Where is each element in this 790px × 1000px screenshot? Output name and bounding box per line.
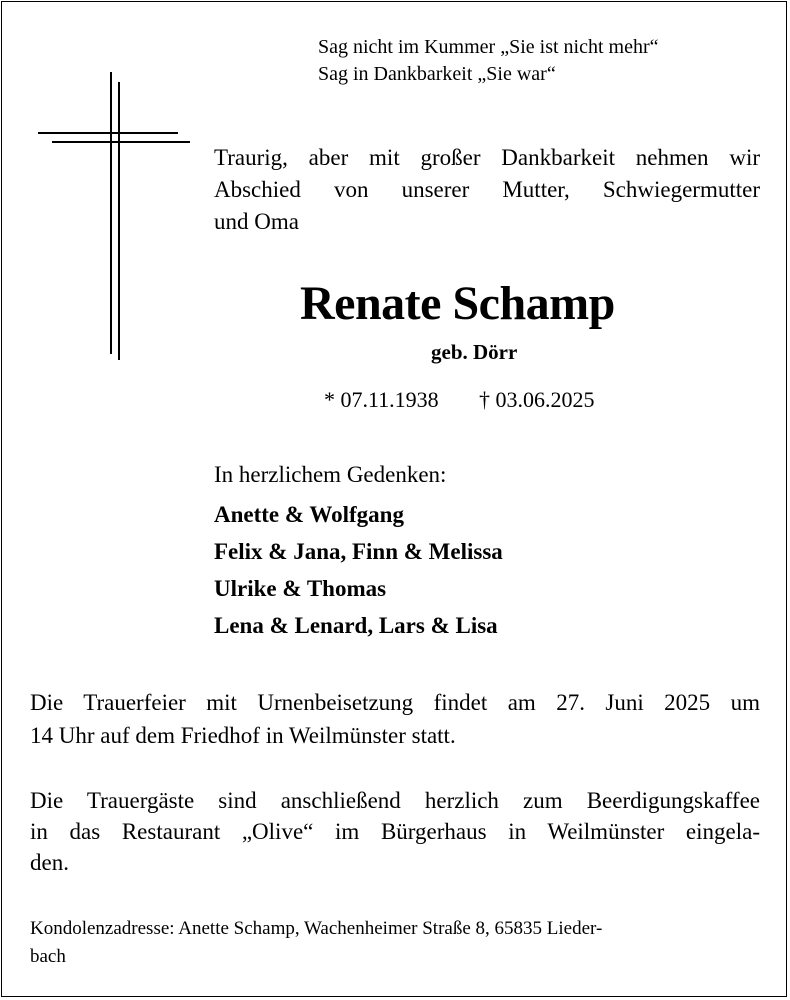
birth-date: * 07.11.1938 [324, 387, 439, 412]
quote-line-1: Sag nicht im Kummer „Sie ist nicht mehr“ [318, 36, 659, 58]
quote-line-2: Sag in Dankbarkeit „Sie war“ [318, 63, 556, 85]
intro-line-3: und Oma [214, 209, 299, 234]
maiden-name: geb. Dörr [431, 340, 518, 364]
funeral-line-2: 14 Uhr auf dem Friedhof in Weilmünster statt. [30, 723, 456, 748]
intro-line-1: Traurig, aber mit großer Dankbarkeit nehmen wir [214, 145, 760, 170]
mourner-names-line: Felix & Jana, Finn & Melissa [214, 539, 503, 564]
intro-line-2: Abschied von unserer Mutter, Schwiegermutter [214, 177, 760, 202]
mourner-names-line: Anette & Wolfgang [214, 502, 404, 527]
mourner-names-line: Ulrike & Thomas [214, 576, 387, 601]
deceased-name: Renate Schamp [300, 277, 615, 330]
reception-line-2: in das Restaurant „Olive“ im Bürgerhaus in Weilmünster eingela- [30, 819, 760, 844]
condolence-address-line-2: bach [30, 946, 66, 967]
condolence-address-line-1: Kondolenzadresse: Anette Schamp, Wachenheimer Straße 8, 65835 Lieder- [30, 918, 603, 939]
mourners-label: In herzlichem Gedenken: [214, 462, 447, 487]
mourner-names-line: Lena & Lenard, Lars & Lisa [214, 613, 498, 638]
reception-line-3: den. [30, 850, 69, 875]
death-date: † 03.06.2025 [479, 387, 595, 412]
reception-line-1: Die Trauergäste sind anschließend herzlich zum Beerdigungskaffee [30, 788, 760, 813]
funeral-line-1: Die Trauerfeier mit Urnenbeisetzung findet am 27. Juni 2025 um [30, 690, 760, 715]
